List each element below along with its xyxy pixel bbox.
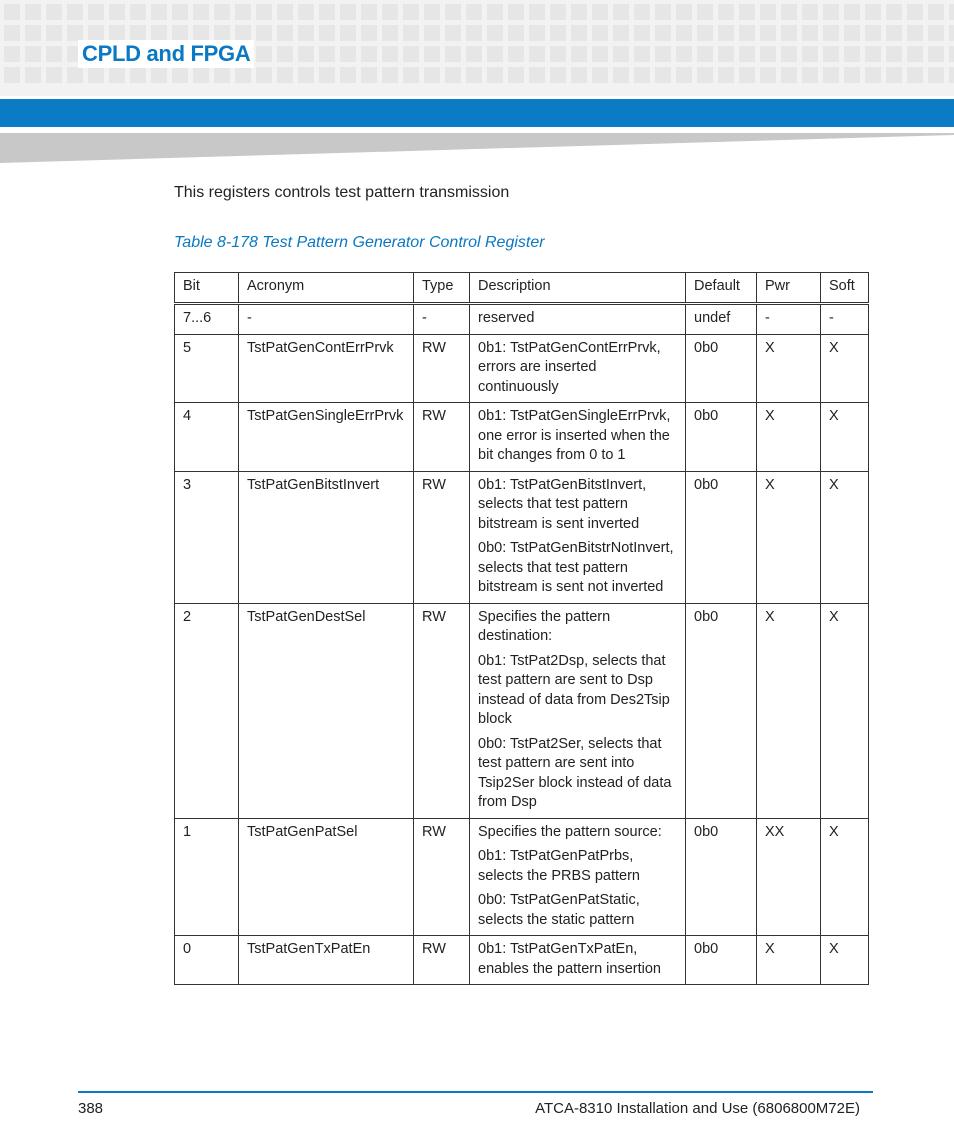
header-grid-cell — [592, 67, 608, 83]
description-paragraph: 0b1: TstPat2Dsp, selects that test pattern are sent to Dsp instead of data from Des2Tsip block — [478, 652, 670, 727]
cell-pwr: X — [757, 334, 821, 403]
header-grid-cell — [130, 4, 146, 20]
header-grid-cell — [655, 4, 671, 20]
header-grid-cell — [613, 4, 629, 20]
header-grid-cell — [151, 25, 167, 41]
header-grid-cell — [676, 25, 692, 41]
header-grid-cell — [928, 25, 944, 41]
cell-acronym: TstPatGenSingleErrPrvk — [239, 403, 414, 472]
cell-acronym: - — [239, 304, 414, 335]
header-grid-cell — [592, 4, 608, 20]
header-grid-cell — [571, 4, 587, 20]
header-grid-cell — [67, 4, 83, 20]
header-grid-cell — [844, 67, 860, 83]
header-grid-cell — [508, 67, 524, 83]
header-grid-cell — [298, 25, 314, 41]
header-grid-cell — [25, 25, 41, 41]
header-grid-cell — [823, 25, 839, 41]
section-title: CPLD and FPGA — [78, 40, 254, 68]
cell-description — [470, 603, 686, 818]
cell-soft: X — [821, 818, 869, 936]
column-header-acronym: Acronym — [239, 273, 414, 304]
header-grid-cell — [613, 46, 629, 62]
header-grid-cell — [613, 25, 629, 41]
cell-acronym: TstPatGenTxPatEn — [239, 936, 414, 985]
header-grid-cell — [823, 4, 839, 20]
column-header-bit: Bit — [175, 273, 239, 304]
header-grid-cell — [361, 46, 377, 62]
header-grid-cell — [235, 67, 251, 83]
header-grid-cell — [823, 46, 839, 62]
cell-bit: 0 — [175, 936, 239, 985]
cell-pwr: - — [757, 304, 821, 335]
header-grid-cell — [256, 67, 272, 83]
header-grid-cell — [676, 67, 692, 83]
header-grid-cell — [403, 46, 419, 62]
header-grid-cell — [550, 67, 566, 83]
header-grid-cell — [844, 46, 860, 62]
header-grid-cell — [130, 67, 146, 83]
header-grid-cell — [697, 46, 713, 62]
cell-type: RW — [414, 936, 470, 985]
header-grid-cell — [277, 46, 293, 62]
header-grid-cell — [655, 67, 671, 83]
header-grid-cell — [319, 46, 335, 62]
cell-soft: X — [821, 403, 869, 472]
document-name: ATCA-8310 Installation and Use (6806800M72E) — [535, 1100, 860, 1117]
header-grid-cell — [508, 25, 524, 41]
header-grid-cell — [424, 67, 440, 83]
header-grid-cell — [466, 25, 482, 41]
header-grid-cell — [802, 4, 818, 20]
header-grid-cell — [382, 46, 398, 62]
header-grid-cell — [529, 25, 545, 41]
header-grid-cell — [277, 67, 293, 83]
table-row — [175, 818, 869, 936]
cell-bit: 3 — [175, 471, 239, 603]
column-header-pwr: Pwr — [757, 273, 821, 304]
header-grid-cell — [760, 67, 776, 83]
header-grid-cell — [109, 67, 125, 83]
header-grid-cell — [403, 25, 419, 41]
header-grid-cell — [760, 46, 776, 62]
header-grid-cell — [319, 67, 335, 83]
header-grid-cell — [760, 25, 776, 41]
header-grid-cell — [487, 67, 503, 83]
header-grid-cell — [676, 4, 692, 20]
header-grid-cell — [25, 46, 41, 62]
header-grid-cell — [172, 67, 188, 83]
header-grid-cell — [298, 46, 314, 62]
header-grid-cell — [529, 67, 545, 83]
header-grid-cell — [571, 25, 587, 41]
cell-soft: X — [821, 603, 869, 818]
cell-description — [470, 304, 686, 335]
header-grid-cell — [487, 25, 503, 41]
description-paragraph: 0b1: TstPatGenContErrPrvk, errors are inserted continuously — [478, 339, 661, 395]
header-grid-cell — [319, 4, 335, 20]
header-grid-cell — [781, 67, 797, 83]
header-grid-cell — [382, 67, 398, 83]
header-grid-cell — [634, 25, 650, 41]
description-paragraph: reserved — [478, 310, 535, 326]
header-grid-cell — [487, 46, 503, 62]
description-paragraph: 0b0: TstPatGenBitstrNotInvert, selects that test pattern bitstream is sent not inverted — [478, 540, 674, 595]
cell-description — [470, 818, 686, 936]
cell-default: undef — [686, 304, 757, 335]
header-grid-cell — [403, 67, 419, 83]
cell-acronym: TstPatGenDestSel — [239, 603, 414, 818]
header-grid-cell — [844, 4, 860, 20]
column-header-soft: Soft — [821, 273, 869, 304]
header-grid-cell — [676, 46, 692, 62]
header-grid-cell — [529, 46, 545, 62]
table-row — [175, 334, 869, 403]
header-grid-cell — [256, 25, 272, 41]
header-grid-cell — [235, 25, 251, 41]
header-grid-cell — [781, 25, 797, 41]
cell-soft: X — [821, 334, 869, 403]
header-grid-cell — [907, 67, 923, 83]
cell-soft: X — [821, 471, 869, 603]
column-header-description: Description — [470, 273, 686, 304]
header-grid-cell — [88, 25, 104, 41]
header-grid-cell — [865, 67, 881, 83]
header-grid-cell — [235, 4, 251, 20]
header-grid-cell — [466, 46, 482, 62]
header-grid-cell — [46, 67, 62, 83]
table-row — [175, 304, 869, 335]
header-grid-cell — [109, 25, 125, 41]
header-grid-cell — [109, 4, 125, 20]
cell-pwr: X — [757, 936, 821, 985]
header-grid-cell — [592, 25, 608, 41]
header-grid-cell — [298, 4, 314, 20]
header-grid-cell — [214, 25, 230, 41]
header-grid-cell — [508, 46, 524, 62]
header-grid-cell — [67, 25, 83, 41]
header-grid-cell — [949, 25, 954, 41]
cell-type: RW — [414, 603, 470, 818]
cell-default: 0b0 — [686, 936, 757, 985]
header-grid-cell — [25, 4, 41, 20]
table-row — [175, 936, 869, 985]
header-grid-cell — [655, 25, 671, 41]
header-blue-band — [0, 99, 954, 127]
header-grid-cell — [172, 4, 188, 20]
header-grid-cell — [802, 46, 818, 62]
header-grid-cell — [361, 67, 377, 83]
table-row — [175, 403, 869, 472]
cell-type: RW — [414, 334, 470, 403]
table-row — [175, 603, 869, 818]
header-grid-cell — [844, 25, 860, 41]
header-grid-cell — [277, 4, 293, 20]
column-header-default: Default — [686, 273, 757, 304]
cell-pwr: X — [757, 603, 821, 818]
header-grid-cell — [739, 25, 755, 41]
header-grid-cell — [130, 25, 146, 41]
header-grid-cell — [613, 67, 629, 83]
header-grid-cell — [634, 67, 650, 83]
cell-soft: - — [821, 304, 869, 335]
header-grid-cell — [886, 46, 902, 62]
header-grid-cell — [718, 25, 734, 41]
header-grid-cell — [718, 67, 734, 83]
header-grid-cell — [697, 25, 713, 41]
table-body — [175, 304, 869, 985]
header-grid-cell — [277, 25, 293, 41]
header-grid-cell — [781, 4, 797, 20]
header-grid-cell — [907, 25, 923, 41]
cell-pwr: X — [757, 471, 821, 603]
header-grid-cell — [445, 46, 461, 62]
cell-description — [470, 403, 686, 472]
header-grid-cell — [802, 25, 818, 41]
header-grid-cell — [46, 25, 62, 41]
header-grid-cell — [256, 46, 272, 62]
header-grid-cell — [781, 46, 797, 62]
register-table — [174, 272, 869, 985]
header-grid-cell — [151, 67, 167, 83]
header-grid-cell — [949, 4, 954, 20]
header-grid-cell — [865, 25, 881, 41]
description-paragraph: 0b1: TstPatGenTxPatEn, enables the pattern insertion — [478, 941, 661, 977]
description-paragraph: Specifies the pattern destination: — [478, 608, 611, 644]
header-grid-cell — [550, 46, 566, 62]
header-grid-cell — [403, 4, 419, 20]
cell-bit: 7...6 — [175, 304, 239, 335]
header-grid-cell — [928, 46, 944, 62]
header-grid-cell — [193, 25, 209, 41]
header-grid-cell — [739, 46, 755, 62]
header-grid-cell — [4, 67, 20, 83]
cell-default: 0b0 — [686, 471, 757, 603]
header-grid-cell — [25, 67, 41, 83]
header-grid-cell — [928, 67, 944, 83]
header-grid-cell — [298, 67, 314, 83]
page-number: 388 — [78, 1100, 104, 1117]
cell-default: 0b0 — [686, 603, 757, 818]
header-grid-cell — [655, 46, 671, 62]
header-grid-cell — [886, 4, 902, 20]
cell-bit: 2 — [175, 603, 239, 818]
header-grid-cell — [718, 4, 734, 20]
header-grid-cell — [340, 4, 356, 20]
header-gray-swoosh — [0, 127, 954, 163]
header-grid-cell — [487, 4, 503, 20]
header-grid-cell — [256, 4, 272, 20]
header-grid-cell — [214, 67, 230, 83]
header-grid-cell — [592, 46, 608, 62]
cell-type: RW — [414, 471, 470, 603]
cell-description — [470, 936, 686, 985]
header-grid-cell — [907, 46, 923, 62]
header-grid-cell — [319, 25, 335, 41]
header-grid-cell — [424, 46, 440, 62]
header-grid-cell — [865, 46, 881, 62]
header-grid-cell — [466, 67, 482, 83]
header-grid-cell — [718, 46, 734, 62]
cell-default: 0b0 — [686, 818, 757, 936]
header-grid-cell — [865, 4, 881, 20]
cell-soft: X — [821, 936, 869, 985]
header-grid-cell — [67, 67, 83, 83]
header-grid-cell — [88, 4, 104, 20]
header-grid-cell — [424, 4, 440, 20]
header-grid-cell — [151, 4, 167, 20]
cell-acronym: TstPatGenPatSel — [239, 818, 414, 936]
table-row — [175, 471, 869, 603]
cell-pwr: X — [757, 403, 821, 472]
header-grid-cell — [193, 67, 209, 83]
header-grid-cell — [340, 25, 356, 41]
description-paragraph: 0b0: TstPatGenPatStatic, selects the static pattern — [478, 892, 640, 928]
header-grid-cell — [571, 67, 587, 83]
header-grid-cell — [529, 4, 545, 20]
header-grid-cell — [508, 4, 524, 20]
cell-bit: 1 — [175, 818, 239, 936]
header-grid-cell — [4, 4, 20, 20]
description-paragraph: 0b0: TstPat2Ser, selects that test pattern are sent into Tsip2Ser block instead of data from Dsp — [478, 735, 672, 810]
header-grid-cell — [46, 4, 62, 20]
header-grid-cell — [739, 4, 755, 20]
cell-type: RW — [414, 818, 470, 936]
cell-acronym: TstPatGenBitstInvert — [239, 471, 414, 603]
intro-text: This registers controls test pattern transmission — [174, 184, 510, 201]
header-grid-cell — [214, 4, 230, 20]
header-grid-cell — [445, 25, 461, 41]
header-grid-cell — [4, 46, 20, 62]
cell-bit: 4 — [175, 403, 239, 472]
table-caption: Table 8-178 Test Pattern Generator Control Register — [174, 234, 545, 251]
header-grid-cell — [697, 67, 713, 83]
description-paragraph: Specifies the pattern source: — [478, 823, 662, 840]
header-grid-cell — [928, 4, 944, 20]
header-grid-cell — [634, 4, 650, 20]
description-paragraph: 0b1: TstPatGenSingleErrPrvk, one error is inserted when the bit changes from 0 to 1 — [478, 408, 671, 463]
description-paragraph: 0b1: TstPatGenBitstInvert, selects that test pattern bitstream is sent inverted — [478, 476, 647, 532]
header-grid-cell — [760, 4, 776, 20]
header-grid-cell — [697, 4, 713, 20]
cell-description — [470, 471, 686, 603]
description-paragraph: 0b1: TstPatGenPatPrbs, selects the PRBS pattern — [478, 848, 640, 884]
header-grid-cell — [382, 25, 398, 41]
header-grid-cell — [949, 46, 954, 62]
cell-bit: 5 — [175, 334, 239, 403]
header-grid-cell — [907, 4, 923, 20]
header-grid-cell — [445, 67, 461, 83]
header-grid-cell — [382, 4, 398, 20]
header-grid-cell — [88, 67, 104, 83]
footer-rule — [78, 1091, 873, 1093]
cell-type: - — [414, 304, 470, 335]
header-grid-cell — [172, 25, 188, 41]
header-grid-cell — [340, 67, 356, 83]
header-grid-cell — [823, 67, 839, 83]
header-grid-cell — [340, 46, 356, 62]
cell-default: 0b0 — [686, 334, 757, 403]
header-grid-cell — [550, 25, 566, 41]
header-grid-cell — [424, 25, 440, 41]
header-grid-cell — [802, 67, 818, 83]
cell-pwr: XX — [757, 818, 821, 936]
header-grid-cell — [886, 67, 902, 83]
column-header-type: Type — [414, 273, 470, 304]
header-grid-cell — [4, 25, 20, 41]
header-grid-cell — [361, 4, 377, 20]
header-grid-cell — [739, 67, 755, 83]
header-grid-cell — [361, 25, 377, 41]
header-grid-cell — [571, 46, 587, 62]
header-grid-cell — [46, 46, 62, 62]
header-grid-cell — [445, 4, 461, 20]
header-grid-cell — [193, 4, 209, 20]
header-grid-cell — [886, 25, 902, 41]
table-header-row — [175, 273, 869, 304]
header-grid-cell — [634, 46, 650, 62]
cell-default: 0b0 — [686, 403, 757, 472]
header-grid-cell — [949, 67, 954, 83]
cell-description — [470, 334, 686, 403]
header-grid-cell — [466, 4, 482, 20]
cell-acronym: TstPatGenContErrPrvk — [239, 334, 414, 403]
cell-type: RW — [414, 403, 470, 472]
header-grid-cell — [550, 4, 566, 20]
